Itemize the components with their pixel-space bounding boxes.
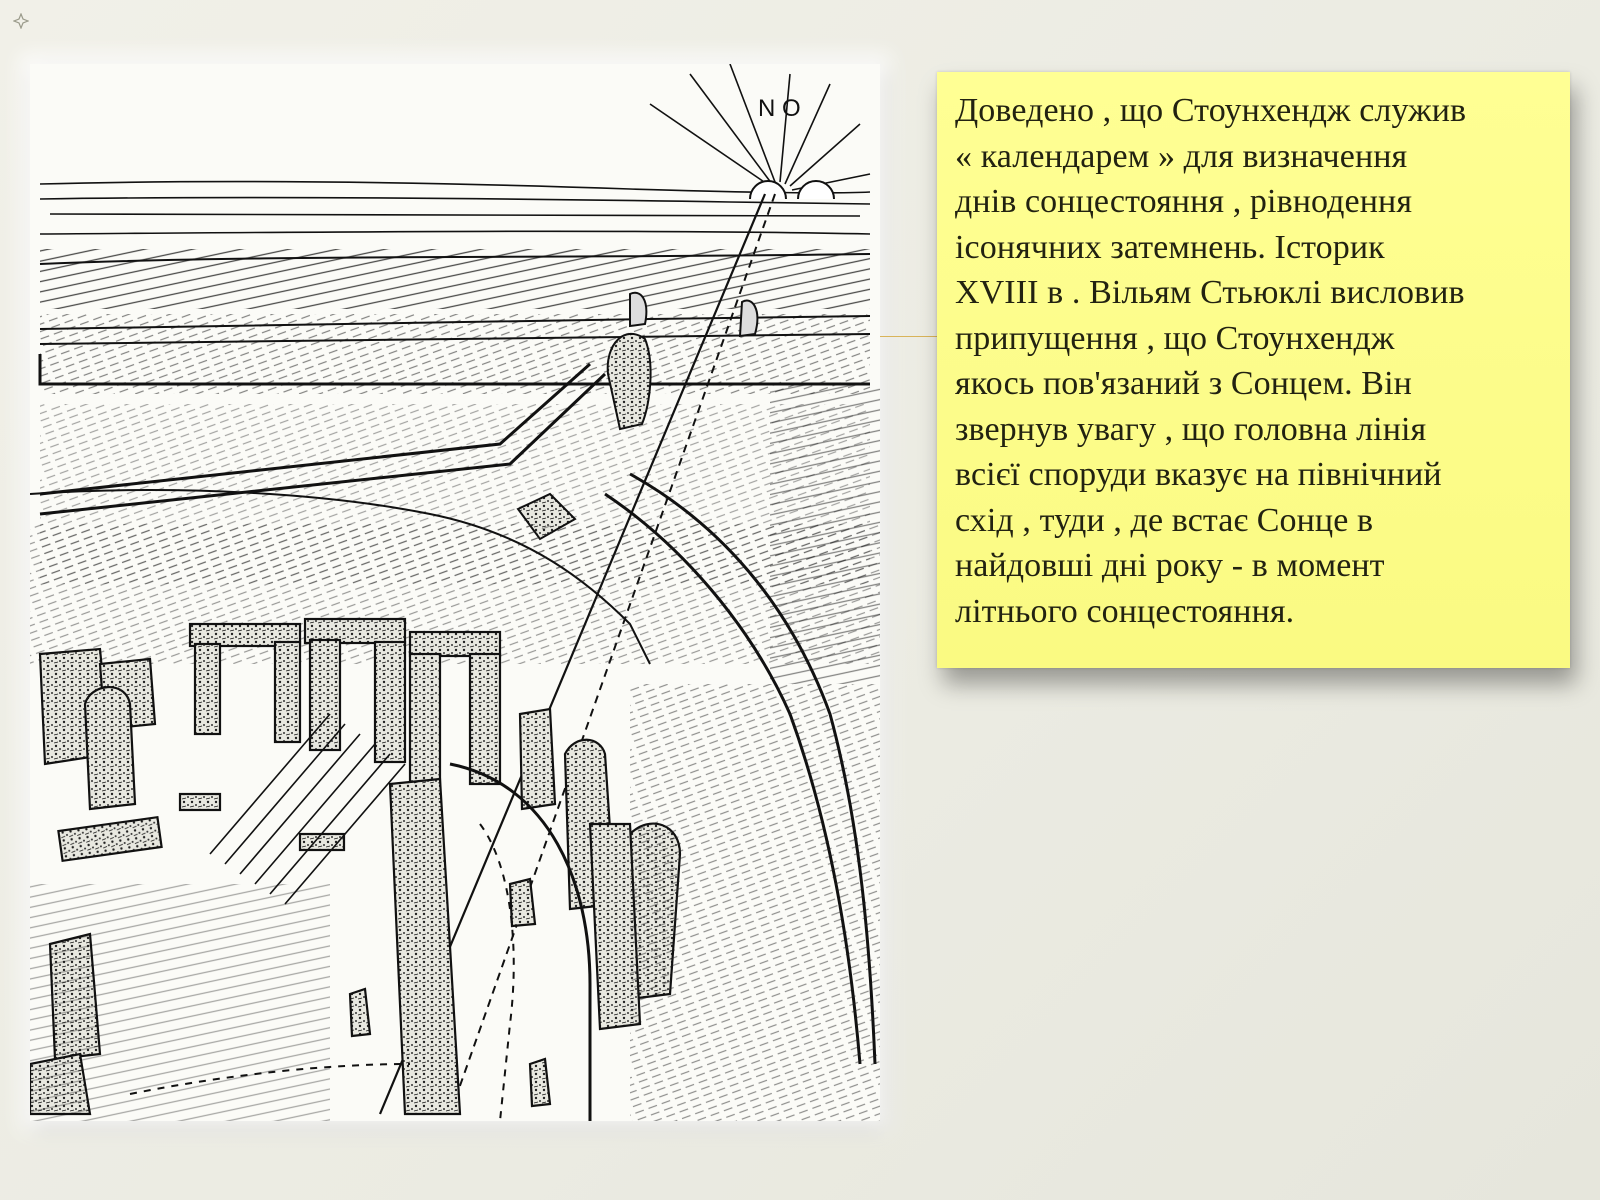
compass-label: N O	[758, 95, 801, 122]
callout-connector-line	[880, 336, 938, 337]
note-text: Доведено , що Стоунхендж служив « календарем » для визначення днів сонцестояння , рівнодення ісонячних затемнень. Історик XVIII в . Вільям Стьюклі висловив припущення , що Стоунхендж якось пов'язаний з Сонцем. Він звернув увагу , що головна лінія всієї споруди вказує на північний схід , туди , де встає Сонце в найдовші дні року - в момент літнього сонцестояння.	[955, 92, 1467, 630]
slide-corner-ornament-icon	[13, 13, 29, 29]
stonehenge-drawing	[30, 64, 880, 1121]
yellow-text-note	[937, 72, 1570, 668]
